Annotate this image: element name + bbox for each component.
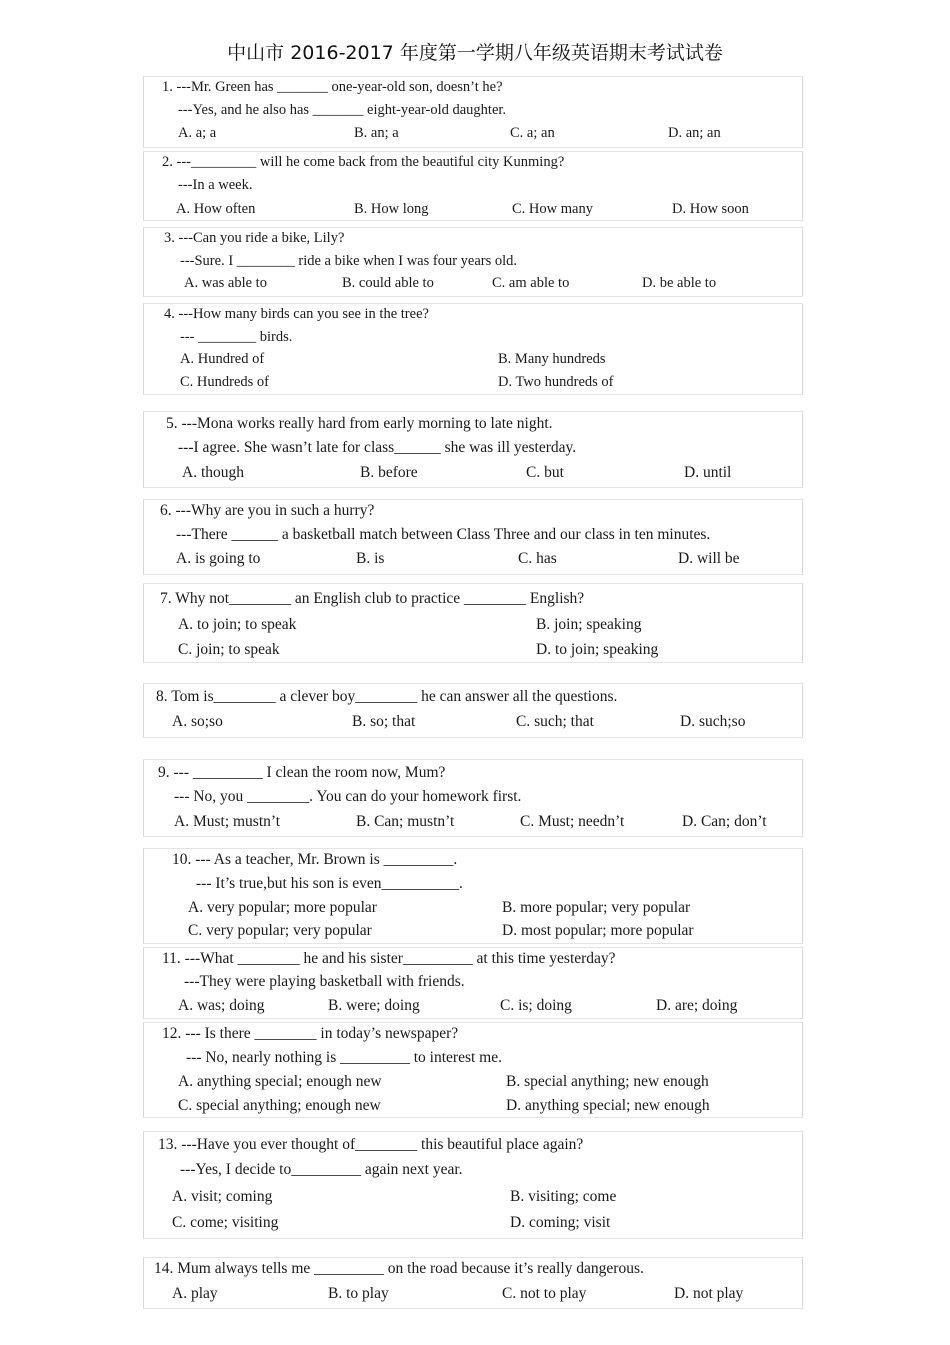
question-7	[143, 583, 803, 663]
option-b: B. so; that	[352, 713, 416, 730]
option-a: A. was; doing	[178, 997, 265, 1014]
option-d: D. How soon	[672, 201, 749, 217]
question-stem: 2. ---_________ will he come back from the beautiful city Kunming?	[162, 154, 565, 170]
option-b: B. before	[360, 464, 418, 481]
question-4	[143, 303, 803, 395]
question-stem: 3. ---Can you ride a bike, Lily?	[164, 230, 345, 246]
question-stem: 4. ---How many birds can you see in the tree?	[164, 306, 429, 322]
question-stem: 11. ---What ________ he and his sister_________ at this time yesterday?	[162, 950, 616, 967]
option-c: C. come; visiting	[172, 1214, 279, 1231]
option-d: D. until	[684, 464, 732, 481]
question-answer-line: --- It’s true,but his son is even__________.	[196, 875, 463, 892]
question-answer-line: ---In a week.	[178, 177, 253, 193]
option-a: A. visit; coming	[172, 1188, 273, 1205]
option-d: D. will be	[678, 550, 740, 567]
option-c: C. has	[518, 550, 557, 567]
page-title: 中山市 2016-2017 年度第一学期八年级英语期末考试试卷	[227, 42, 723, 64]
question-stem: 8. Tom is________ a clever boy________ he can answer all the questions.	[156, 688, 618, 705]
option-a: A. so;so	[172, 713, 223, 730]
option-b: B. visiting; come	[510, 1188, 617, 1205]
question-stem: 1. ---Mr. Green has _______ one-year-old son, doesn’t he?	[162, 79, 503, 95]
question-12	[143, 1022, 803, 1118]
option-b: B. Can; mustn’t	[356, 813, 455, 830]
option-c: C. Hundreds of	[180, 374, 270, 390]
option-b: B. special anything; new enough	[506, 1073, 709, 1090]
option-a: A. though	[182, 464, 244, 481]
option-d: D. Can; don’t	[682, 813, 767, 830]
option-a: A. is going to	[176, 550, 261, 567]
option-b: B. is	[356, 550, 385, 567]
option-b: B. How long	[354, 201, 429, 217]
option-a: A. was able to	[184, 275, 267, 291]
option-a: A. Hundred of	[180, 351, 265, 367]
question-11	[143, 947, 803, 1019]
option-a: A. Must; mustn’t	[174, 813, 281, 830]
question-answer-line: ---Sure. I ________ ride a bike when I was four years old.	[180, 253, 518, 269]
option-d: D. to join; speaking	[536, 641, 659, 658]
question-stem: 6. ---Why are you in such a hurry?	[160, 502, 375, 519]
option-c: C. is; doing	[500, 997, 572, 1014]
question-2	[143, 151, 803, 221]
option-d: D. most popular; more popular	[502, 922, 694, 939]
question-answer-line: --- No, nearly nothing is _________ to interest me.	[186, 1049, 502, 1066]
option-d: D. such;so	[680, 713, 746, 730]
question-answer-line: ---There ______ a basketball match between Class Three and our class in ten minutes.	[176, 526, 711, 543]
option-c: C. a; an	[510, 125, 555, 141]
option-c: C. How many	[512, 201, 593, 217]
question-stem: 5. ---Mona works really hard from early morning to late night.	[166, 415, 553, 432]
option-c: C. not to play	[502, 1285, 587, 1302]
question-answer-line: ---Yes, I decide to_________ again next year.	[180, 1161, 463, 1178]
question-stem: 9. --- _________ I clean the room now, Mum?	[158, 764, 446, 781]
question-answer-line: ---Yes, and he also has _______ eight-year-old daughter.	[178, 102, 507, 118]
option-c: C. Must; needn’t	[520, 813, 625, 830]
option-c: C. such; that	[516, 713, 594, 730]
question-14	[143, 1257, 803, 1309]
question-answer-line: ---They were playing basketball with friends.	[184, 973, 465, 990]
question-stem: 14. Mum always tells me _________ on the road because it’s really dangerous.	[154, 1260, 644, 1277]
question-answer-line: --- ________ birds.	[180, 329, 293, 345]
option-d: D. anything special; new enough	[506, 1097, 710, 1114]
question-6	[143, 499, 803, 575]
question-3	[143, 227, 803, 297]
option-d: D. an; an	[668, 125, 721, 141]
option-a: A. very popular; more popular	[188, 899, 377, 916]
option-c: C. join; to speak	[178, 641, 280, 658]
option-b: B. to play	[328, 1285, 389, 1302]
option-c: C. am able to	[492, 275, 570, 291]
question-stem: 7. Why not________ an English club to practice ________ English?	[160, 590, 585, 607]
option-d: D. Two hundreds of	[498, 374, 614, 390]
question-1	[143, 76, 803, 148]
option-b: B. more popular; very popular	[502, 899, 691, 916]
question-10	[143, 848, 803, 944]
option-a: A. anything special; enough new	[178, 1073, 382, 1090]
question-8	[143, 683, 803, 738]
question-stem: 13. ---Have you ever thought of________ this beautiful place again?	[158, 1136, 584, 1153]
question-9	[143, 759, 803, 837]
question-stem: 12. --- Is there ________ in today’s newspaper?	[162, 1025, 459, 1042]
option-d: D. not play	[674, 1285, 744, 1302]
question-stem: 10. --- As a teacher, Mr. Brown is _________.	[172, 851, 458, 868]
option-b: B. an; a	[354, 125, 399, 141]
option-a: A. play	[172, 1285, 218, 1302]
option-d: D. are; doing	[656, 997, 738, 1014]
option-b: B. were; doing	[328, 997, 420, 1014]
option-b: B. Many hundreds	[498, 351, 606, 367]
question-5	[143, 411, 803, 488]
question-answer-line: --- No, you ________. You can do your homework first.	[174, 788, 522, 805]
option-c: C. but	[526, 464, 564, 481]
option-a: A. to join; to speak	[178, 616, 297, 633]
option-c: C. special anything; enough new	[178, 1097, 381, 1114]
option-d: D. be able to	[642, 275, 717, 291]
option-a: A. How often	[176, 201, 256, 217]
question-answer-line: ---I agree. She wasn’t late for class______ she was ill yesterday.	[178, 439, 577, 456]
option-b: B. join; speaking	[536, 616, 642, 633]
question-13	[143, 1131, 803, 1239]
option-b: B. could able to	[342, 275, 434, 291]
option-a: A. a; a	[178, 125, 217, 141]
option-d: D. coming; visit	[510, 1214, 611, 1231]
option-c: C. very popular; very popular	[188, 922, 372, 939]
